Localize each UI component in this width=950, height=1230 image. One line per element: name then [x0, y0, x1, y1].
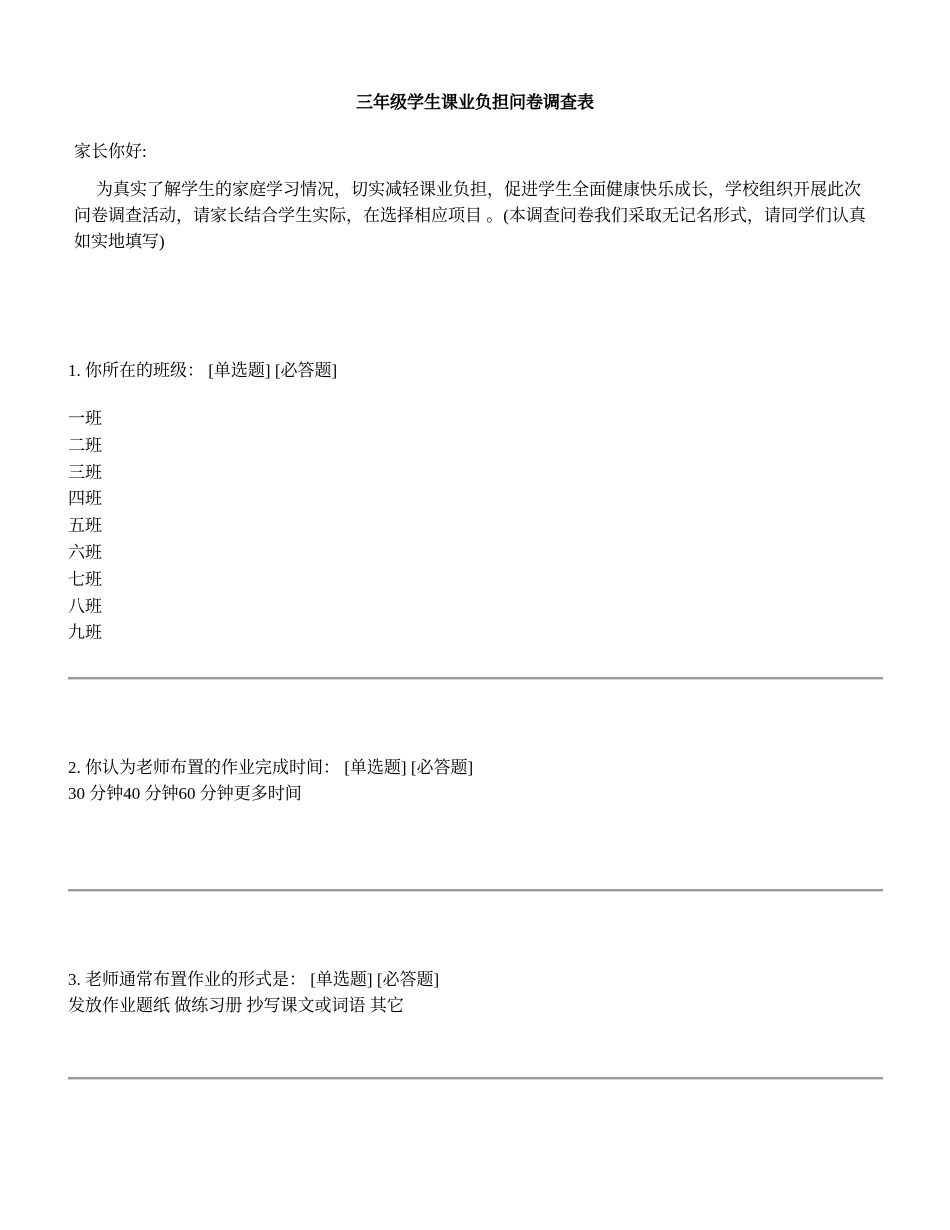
question-2-title: 2. 你认为老师布置的作业完成时间： [单选题] [必答题] [68, 758, 474, 777]
option-class-5[interactable]: 五班 [68, 516, 102, 536]
option-class-2[interactable]: 二班 [68, 435, 102, 455]
question-2-options[interactable]: 30 分钟40 分钟60 分钟更多时间 [68, 784, 302, 803]
question-1-title: 1. 你所在的班级： [单选题] [必答题] [68, 361, 338, 380]
option-class-3[interactable]: 三班 [68, 462, 102, 482]
question-3 [68, 967, 883, 1019]
question-3-options[interactable]: 发放作业题纸 做练习册 抄写课文或词语 其它 [68, 996, 404, 1015]
intro-paragraph: 为真实了解学生的家庭学习情况，切实减轻课业负担，促进学生全面健康快乐成长，学校组织开展此次问卷调查活动，请家长结合学生实际，在选择相应项目 。(本调查问卷我们采取无记名形式，请同学们认真如实地填写) [74, 180, 866, 251]
option-class-6[interactable]: 六班 [68, 542, 102, 562]
option-class-8[interactable]: 八班 [68, 596, 102, 616]
section-divider [68, 1077, 883, 1080]
section-divider [68, 677, 883, 680]
document-title: 三年级学生课业负担问卷调查表 [356, 93, 594, 112]
greeting-text: 家长你好: [74, 142, 147, 161]
option-class-4[interactable]: 四班 [68, 489, 102, 509]
question-3-title: 3. 老师通常布置作业的形式是： [单选题] [必答题] [68, 970, 440, 989]
option-class-7[interactable]: 七班 [68, 569, 102, 589]
section-divider [68, 889, 883, 892]
question-1 [68, 358, 883, 647]
question-2 [68, 755, 883, 807]
option-class-9[interactable]: 九班 [68, 623, 102, 643]
question-1-options [68, 406, 883, 647]
option-class-1[interactable]: 一班 [68, 409, 102, 428]
